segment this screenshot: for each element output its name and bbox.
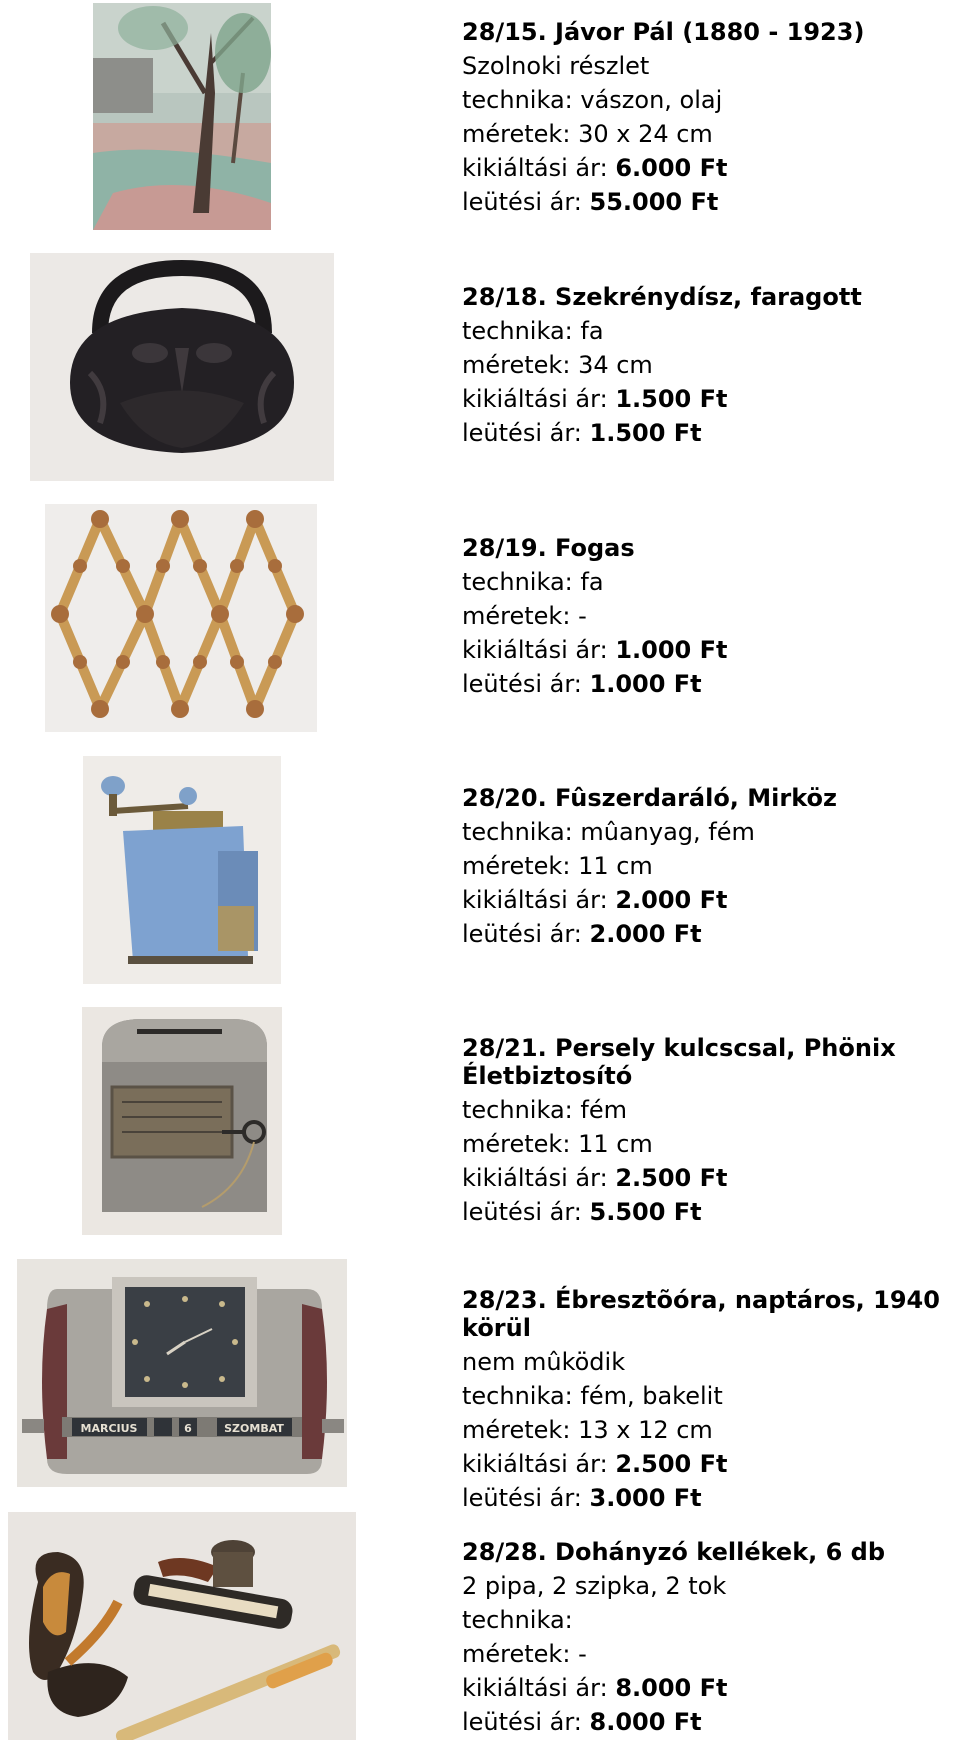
smoking-accessories-image <box>8 1512 356 1740</box>
alarm-clock-image <box>17 1259 347 1487</box>
lot-starting-price: kikiáltási ár: 2.500 Ft <box>462 1164 728 1192</box>
lot-hammer-price: leütési ár: 1.500 Ft <box>462 419 702 447</box>
lot-title: 28/15. Jávor Pál (1880 - 1923) <box>462 18 865 46</box>
lot-hammer-price: leütési ár: 5.500 Ft <box>462 1198 702 1226</box>
lot-title: 28/28. Dohányzó kellékek, 6 db <box>462 1538 886 1566</box>
lot-subtitle: Szolnoki részlet <box>462 52 650 80</box>
lot-hammer-price: leütési ár: 2.000 Ft <box>462 920 702 948</box>
lot-dimensions: méretek: - <box>462 602 587 630</box>
lot-dimensions: méretek: 30 x 24 cm <box>462 120 713 148</box>
lot-hammer-price: leütési ár: 3.000 Ft <box>462 1484 702 1512</box>
lot-starting-price: kikiáltási ár: 2.000 Ft <box>462 886 728 914</box>
clock-month-label: MARCIUS <box>80 1422 138 1435</box>
lot-title: 28/18. Szekrénydísz, faragott <box>462 283 862 311</box>
clock-day-label: 6 <box>184 1422 192 1435</box>
carved-ornament-image <box>30 253 334 481</box>
lot-subtitle: nem mûködik <box>462 1348 626 1376</box>
lot-title: 28/21. Persely kulcscsal, Phönix Életbiztosító <box>462 1034 896 1090</box>
lot-technique: technika: fa <box>462 568 604 596</box>
lot-dimensions: méretek: 11 cm <box>462 852 653 880</box>
lot-starting-price: kikiáltási ár: 1.000 Ft <box>462 636 728 664</box>
lot-dimensions: méretek: 34 cm <box>462 351 653 379</box>
lot-technique: technika: fa <box>462 317 604 345</box>
lot-technique: technika: <box>462 1606 573 1634</box>
painting-landscape-image <box>93 3 271 230</box>
lot-starting-price: kikiáltási ár: 8.000 Ft <box>462 1674 728 1702</box>
lot-starting-price: kikiáltási ár: 2.500 Ft <box>462 1450 728 1478</box>
lot-technique: technika: vászon, olaj <box>462 86 723 114</box>
lot-technique: technika: fém <box>462 1096 627 1124</box>
lot-dimensions: méretek: - <box>462 1640 587 1668</box>
lot-starting-price: kikiáltási ár: 1.500 Ft <box>462 385 728 413</box>
clock-weekday-label: SZOMBAT <box>224 1422 284 1435</box>
coat-rack-image <box>45 504 317 732</box>
lot-technique: technika: mûanyag, fém <box>462 818 755 846</box>
spice-grinder-image <box>83 756 281 984</box>
money-box-image <box>82 1007 282 1235</box>
lot-title: 28/19. Fogas <box>462 534 635 562</box>
lot-starting-price: kikiáltási ár: 6.000 Ft <box>462 154 728 182</box>
lot-hammer-price: leütési ár: 55.000 Ft <box>462 188 719 216</box>
lot-hammer-price: leütési ár: 1.000 Ft <box>462 670 702 698</box>
lot-technique: technika: fém, bakelit <box>462 1382 723 1410</box>
lot-title: 28/20. Fûszerdaráló, Mirköz <box>462 784 837 812</box>
lot-dimensions: méretek: 13 x 12 cm <box>462 1416 713 1444</box>
lot-subtitle: 2 pipa, 2 szipka, 2 tok <box>462 1572 727 1600</box>
lot-hammer-price: leütési ár: 8.000 Ft <box>462 1708 702 1736</box>
lot-title: 28/23. Ébresztõóra, naptáros, 1940 körül <box>462 1286 940 1342</box>
lot-dimensions: méretek: 11 cm <box>462 1130 653 1158</box>
